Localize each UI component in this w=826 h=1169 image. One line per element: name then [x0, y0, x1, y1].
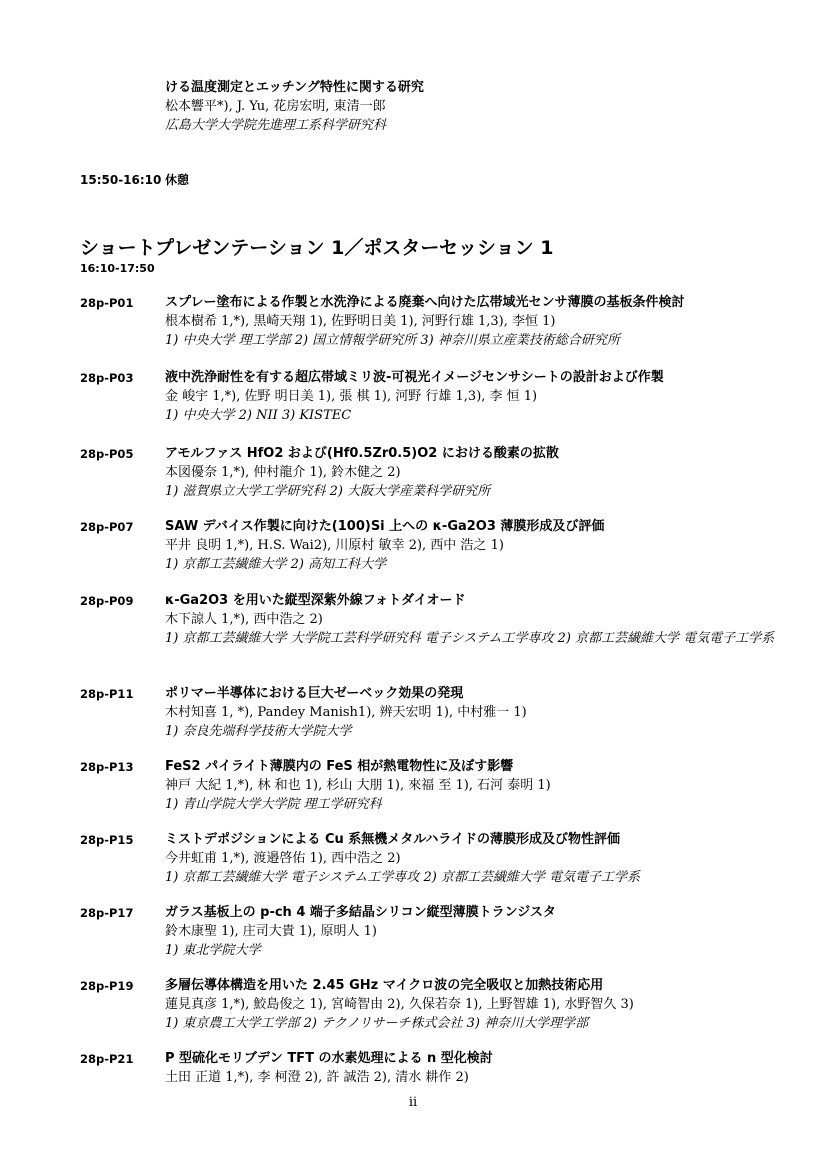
presentation-title: FeS2 パイライト薄膜内の FeS 相が熱電物性に及ぼす影響	[165, 759, 514, 774]
presentation-id: 28p-P09	[80, 594, 134, 608]
presentation-title: ミストデポジションによる Cu 系無機メタルハライドの薄膜形成及び物性評価	[165, 832, 620, 847]
presentation-authors: 平井 良明 1,*), H.S. Wai2), 川原村 敏幸 2), 西中 浩之 1)	[165, 538, 504, 553]
presentation-title: 多層伝導体構造を用いた 2.45 GHz マイクロ波の完全吸収と加熱技術応用	[165, 978, 604, 993]
presentation-title: ける温度測定とエッチング特性に関する研究	[165, 80, 424, 95]
presentation-affiliation: 1) 京都工芸繊維大学 大学院工芸科学研究科 電子システム工学専攻 2) 京都工芸繊維大学 電気電子工学系	[165, 631, 775, 646]
presentation-id: 28p-P17	[80, 906, 134, 920]
break-label: 休憩	[165, 173, 190, 187]
presentation-id: 28p-P03	[80, 371, 134, 385]
presentation-id: 28p-P05	[80, 447, 134, 461]
break-row	[80, 171, 189, 188]
section-title: ショートプレゼンテーション 1／ポスターセッション 1	[80, 237, 554, 259]
presentation-title: 液中洗浄耐性を有する超広帯域ミリ波-可視光イメージセンサシートの設計および作製	[165, 370, 664, 385]
presentation-affiliation: 1) 京都工芸繊維大学 2) 高知工科大学	[165, 557, 387, 572]
presentation-title: ガラス基板上の p-ch 4 端子多結晶シリコン縦型薄膜トランジスタ	[165, 905, 556, 920]
presentation-id: 28p-P15	[80, 833, 134, 847]
presentation-authors: 今井虹甫 1,*), 渡邉啓佑 1), 西中浩之 2)	[165, 851, 401, 866]
presentation-authors: 鈴木康聖 1), 庄司大貴 1), 原明人 1)	[165, 924, 377, 939]
presentation-affiliation: 1) 中央大学 2) NII 3) KISTEC	[165, 408, 352, 423]
presentation-title: ポリマー半導体における巨大ゼーベック効果の発現	[165, 686, 464, 701]
presentation-id: 28p-P21	[80, 1052, 134, 1066]
presentation-affiliation: 1) 中央大学 理工学部 2) 国立情報学研究所 3) 神奈川県立産業技術総合研究所	[165, 333, 620, 348]
presentation-affiliation: 1) 滋賀県立大学工学研究科 2) 大阪大学産業科学研究所	[165, 484, 491, 499]
presentation-affiliation: 広島大学大学院先進理工系科学研究科	[165, 118, 387, 133]
section-time: 16:10-17:50	[80, 262, 155, 275]
page-number: ii	[408, 1095, 418, 1110]
presentation-authors: 本図優奈 1,*), 仲村龍介 1), 鈴木健之 2)	[165, 465, 401, 480]
presentation-authors: 松本響平*), J. Yu, 花房宏明, 東清一郎	[165, 99, 386, 114]
presentation-id: 28p-P13	[80, 760, 134, 774]
presentation-authors: 木村知喜 1, *), Pandey Manish1), 辨天宏明 1), 中村雅一 1)	[165, 705, 527, 720]
presentation-authors: 木下諒人 1,*), 西中浩之 2)	[165, 612, 323, 627]
presentation-title: SAW デバイス作製に向けた(100)Si 上への κ-Ga2O3 薄膜形成及び評価	[165, 519, 605, 534]
presentation-title: アモルファス HfO2 および(Hf0.5Zr0.5)O2 における酸素の拡散	[165, 446, 559, 461]
presentation-id: 28p-P11	[80, 687, 134, 701]
presentation-authors: 金 峻宇 1,*), 佐野 明日美 1), 張 棋 1), 河野 行雄 1,3), 李 恒 1)	[165, 389, 538, 404]
presentation-title: スプレー塗布による作製と水洗浄による廃棄へ向けた広帯域光センサ薄膜の基板条件検討	[165, 295, 685, 310]
presentation-authors: 根本樹希 1,*), 黒崎天翔 1), 佐野明日美 1), 河野行雄 1,3), 李恒 1)	[165, 314, 556, 329]
presentation-id: 28p-P07	[80, 520, 134, 534]
presentation-affiliation: 1) 東北学院大学	[165, 943, 261, 958]
presentation-id: 28p-P01	[80, 296, 134, 310]
presentation-authors: 神戸 大紀 1,*), 林 和也 1), 杉山 大朋 1), 來福 至 1), 石河 泰明 1)	[165, 778, 551, 793]
presentation-id: 28p-P19	[80, 979, 134, 993]
presentation-title: P 型硫化モリブデン TFT の水素処理による n 型化検討	[165, 1051, 493, 1066]
presentation-affiliation: 1) 奈良先端科学技術大学院大学	[165, 724, 352, 739]
break-time: 15:50-16:10	[80, 173, 162, 187]
presentation-affiliation: 1) 東京農工大学工学部 2) テクノリサーチ株式会社 3) 神奈川大学理学部	[165, 1016, 589, 1031]
presentation-title: κ-Ga2O3 を用いた縦型深紫外線フォトダイオード	[165, 593, 466, 608]
presentation-authors: 土田 正道 1,*), 李 柯澄 2), 許 誠浩 2), 清水 耕作 2)	[165, 1070, 469, 1085]
presentation-affiliation: 1) 青山学院大学大学院 理工学研究科	[165, 797, 382, 812]
presentation-authors: 蓮見真彦 1,*), 鮫島俊之 1), 宮崎智由 2), 久保若奈 1), 上野智雄 1), 水野智久 3)	[165, 997, 634, 1012]
continued-presentation	[165, 78, 785, 135]
presentation-affiliation: 1) 京都工芸繊維大学 電子システム工学専攻 2) 京都工芸繊維大学 電気電子工学系	[165, 870, 641, 885]
